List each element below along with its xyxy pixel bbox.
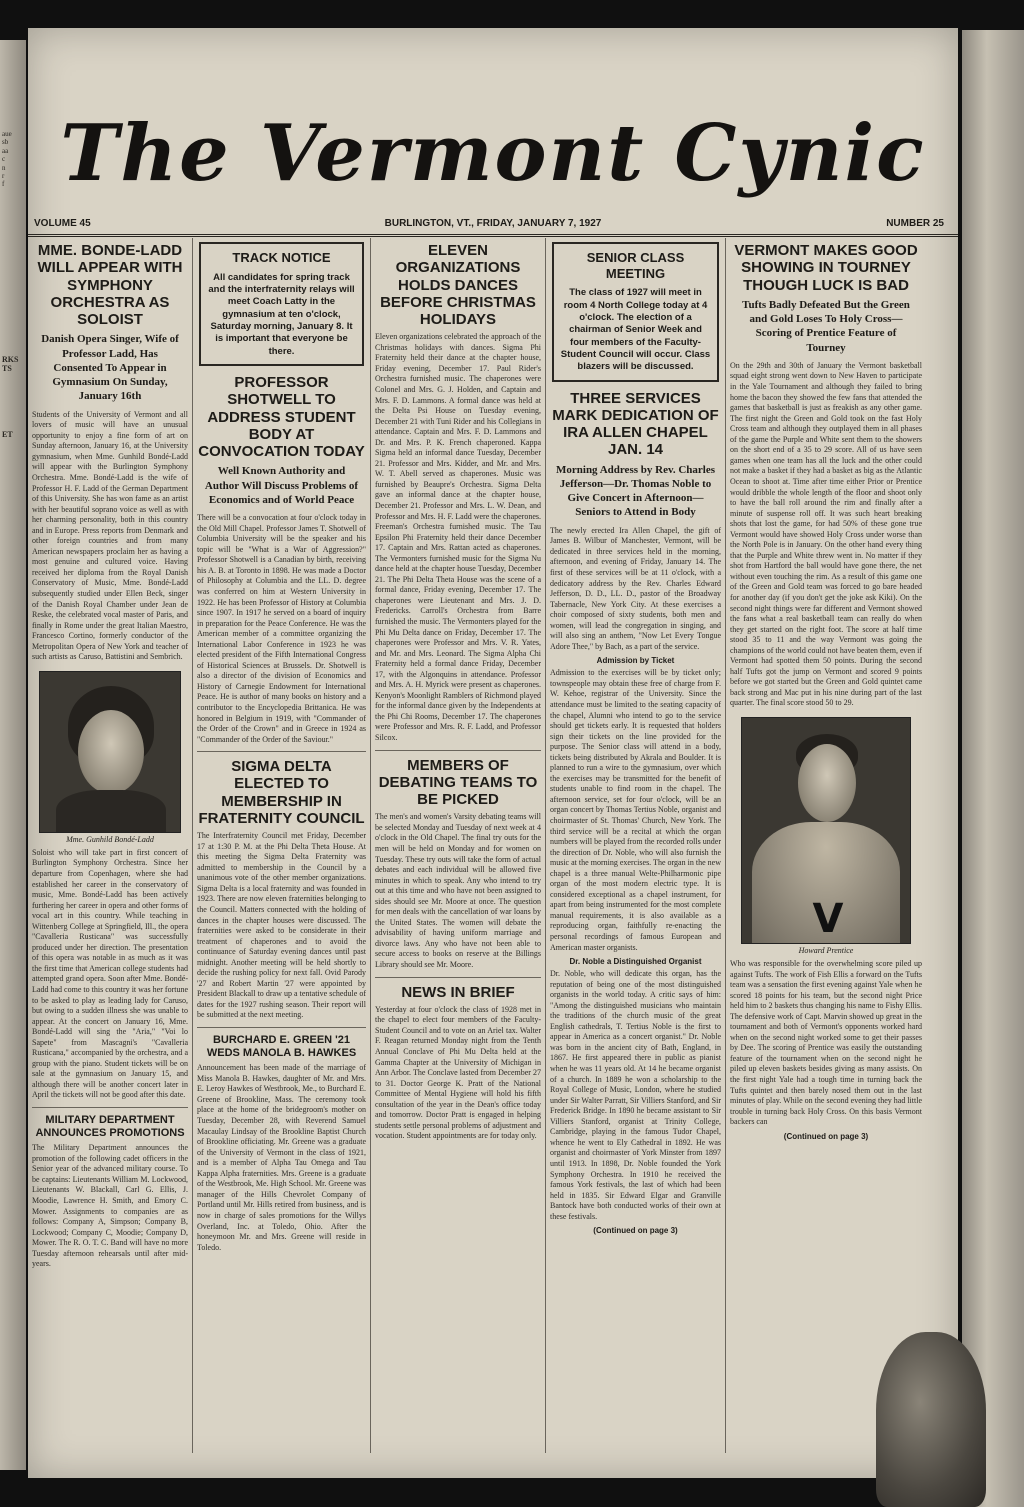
photo-caption: Howard Prentice (798, 945, 854, 955)
box-title: TRACK NOTICE (232, 250, 331, 265)
dateline-bar (28, 216, 958, 237)
deck-basketball: Tufts Badly Defeated But the Green and Gold Loses To Holy Cross—Scoring of Prentice Feature of Tourney (742, 298, 910, 354)
senior-class-box (552, 242, 719, 382)
issue-number: NUMBER 25 (886, 218, 944, 229)
article-body: Dr. Noble, who will dedicate this organ, has the reputation of being one of the most distinguished organists in the world today. A critic says of him: "Among the distinguished musicians who maintain the traditions of the church music of the great English cathedrals, T. Tertius Noble is the first to appear in America as a concert organist." Dr. Noble was born in the ancient city of Bath, England, in 1867. He first appeared there in public as pianist when he was 11 years old. At 14 he became organist of a church. In 1889 he won a scholarship to the Royal College of Music, London, where he studied under Sir Walter Parratt, Sir Villiers Stanford, and Sir Frederick Bridge. In 1890 he became assistant to Sir Villiers Stanford, organist at Trinity College, Cambridge, playing in the famous Tudor Chapel, whence he went to Ely Cathedral in 1892. He was organist and choirmaster of York Minster from 1897 until 1913. In 1898, Dr. Noble founded the York Symphony Orchestra. In 1910 he received the famous York festivals, the last of which had been held in 1835. Sir Edward Elgar and Granville Bantock have both conducted works of their own at these festivals. (550, 969, 721, 1221)
headline-basketball: VERMONT MAKES GOOD SHOWING IN TOURNEY THOUGH LUCK IS BAD (734, 242, 918, 294)
headline-green-hawkes: BURCHARD E. GREEN '21 WEDS MANOLA B. HAWKES (206, 1034, 357, 1059)
headline-military: MILITARY DEPARTMENT ANNOUNCES PROMOTIONS (35, 1113, 185, 1139)
box-title: SENIOR CLASS MEETING (586, 250, 685, 281)
headline-dances: ELEVEN ORGANIZATIONS HOLDS DANCES BEFORE CHRISTMAS HOLIDAYS (380, 242, 536, 328)
left-margin-fragment-top: aue sb aa c n r f (2, 130, 12, 189)
article-body: Soloist who will take part in first concert of Burlington Symphony Orchestra. Since her departure from Copenhagen, where she had established her career in the conservatory of music, Mme. Bondé-Ladd has been actively furthering her career in opera and other forms of vocal art in this country. While teaching in Wittenberg College at Springfield, Ill., the opera "Cavalleria Rusticana" was successfully produced under her direction. The presentation of this opera was notable in as much as it was the first time that American college students had attempted grand opera. Soon after Mme. Bondé-Ladd had come to this country it was her fortune to be asked to play as leading lady for Caruso, but owing to a sudden illness she was unable to appear. At the concert on January 16, Mme. Bondé-Ladd will sing the "Aria," "Voi lo Sapete" from Mascagni's "Cavalleria Rusticana," accompanied by the orchestra, and a group with the piano. Student tickets will be on sale at the gymnasium on January 15, and although there will be another concert later in April the tickets will not be good after this date. (32, 847, 188, 1100)
deck-chapel: Morning Address by Rev. Charles Jefferson—Dr. Thomas Noble to Give Concert in Afternoon—Seniors to Attend in Body (556, 463, 716, 519)
column-2 (193, 238, 371, 1453)
article-body: On the 29th and 30th of January the Vermont basketball squad eight strong went down to New Haven to participate in the Yale Tournament and although they failed to bring home the bacon they showed the few fans that attended the games that basketball is just as freakish as any other game. The first night the Green and Gold took on the fast Holy Cross team and although they outplayed them in all phases of the game the Purple and White sent them to the showers on the short end of a 35 to 29 score. All of us have seen games when one team has all the luck and the other could not make a basket if they had a basket as big as the Atlantic Ocean to shoot at. Time after time either Prior or Prentice would dribble the whole length of the floor and shoot only to have the ball roll around the rim and finally after a minute of suspense roll off. It was such heart breaking shots that lost the game, for had 50% of these gone true Vermont would have showed Holy Cross under worse than the North Pole is in January. On the other hand every thing that the Purple and White threw went in. No matter if they shot from Hartford the ball would have gone there, the net without even touching the rim. As a result of this game one of the Green and Gold team was forced to go bare headed for another day (if you don't get the joke ask Kiki). On the second night things were far different and Vermont showed the fans what a real basketball team can really do when they get started on the right foot. The score at half time stood 35 to 11 and the way Vermont was going the champions of the world could not have beaten them, even if Vermont had spotted them 50 points. During the second half Tufts got the jump on Vermont and scored 9 points before we got started but the Green and Gold quintet came back strong and Mac put in his nine during part of the last quarter. The final score stood 50 to 29. (730, 360, 922, 708)
subhead-noble: Dr. Noble a Distinguished Organist (569, 957, 702, 967)
article-body: Admission to the exercises will be by ticket only; townspeople may obtain these free of charge from F. W. Kehoe, registrar of the University. Since the attendance must be limited to the seating capacity of the chapel, Alumni who intend to go to the service should get tickets early. It is requested that holders sign their tickets on the line provided for the purpose. The Senior class will attend in a body, tickets being distributed by Akrala and Boulder. It is planned to run a wire to the gymnasium, over which the exercises may be transmitted for the benefit of students unable to find room in the chapel. The afternoon service, set for four o'clock, will be an organ concert by Thomas Tertius Noble, organist and choirmaster of St. Thomas' Church, New York. The third service will be a recital at which the organ numbers will be played from the recorded rolls under the direction of Dr. Noble, who will also furnish the music at the morning exercises. The organ in the new chapel is a three manual Welte-Philharmonic pipe organ of the most modern electric type. It is considered exceptional as a chapel instrument, for apart from being instrumented for the most complete manual requirements, it is also available as a reproducing organ, faithfully re-enacting the personal recordings of famous European and American master organists. (550, 668, 721, 952)
article-body: The Military Department announces the promotion of the following cadet officers in the Senior year of the advanced military course. To be captains: Lieutenants William M. Lockwood, Lieutenants W. Blackall, Carl G. Ellis, J. Moodie, Lawrence H. Smith, and Emory C. Mower. Assignments to companies are as follows: Company A, Simpson; Company B, Lockwood; Company C, Moodie; Company D, Mower. The R. O. T. C. Band will have no more Tuesday afternoon rehearsals until after mid-years. (32, 1143, 188, 1269)
volume-label: VOLUME 45 (34, 218, 91, 229)
subhead-admission: Admission by Ticket (596, 656, 675, 666)
article-body: Yesterday at four o'clock the class of 1928 met in the chapel to elect four members of the Faculty-Student Council and to vote on an Ariel tax. Walter F. Reagan returned Monday night from the Tenth Annual Conclave of Phi Mu Delta held at the Gamma Chapter at the University of Michigan in Ann Arbor. The Conclave lasted from December 27 to 31. Doctor George K. Pratt of the National Committee of Mental Hygiene will hold his fifth consultation of the year in the Dean's office today and tomorrow. Doctor Pratt is engaged in helping students settle personal problems of adjustment and vocation. Student appointments are for today only. (375, 1004, 541, 1141)
article-body: Students of the University of Vermont and all lovers of music will have an unusual opportunity to enjoy a fine form of art on Sunday afternoon, January 16, at the University gymnasium, when Mme. Gunhild Bondé-Ladd will appear with the Burlington Symphony Orchestra. Mme. Bondé-Ladd is the wife of Professor H. F. Ladd of the German Department of this University. She has won fame as an artist with her beautiful soprano voice as well as with her charming personality, both in this country and in Europe. Press reports from Denmark and other foreign countries and from many American newspapers proclaim her as having a most genuine and cultured voice. Having received her diploma from the Royal Danish Conservatory of Music, Mme. Bondé-Ladd subsequently studied under Ellen Beck, singer of the Danish Royal Chamber under Jean de Reske, the celebrated vocal master of Paris, and finally in Rome under the great Italian Maestro, Francesco Cortino, formerly conductor of the Metropolitan Opera of New York and teacher of such artists as Caruso, Battistini and Sembrich. (32, 409, 188, 662)
article-body: The newly erected Ira Allen Chapel, the gift of James B. Wilbur of Manchester, Vermont, will be dedicated in three services held in the morning, afternoon, and evening of Friday, January 14. The first of these services will be at 11 o'clock, with a dedicatory address by the Rev. Charles Edward Jefferson, D. D., LL. D., pastor of the Broadway Tabernacle, New York City. At these exercises a choir composed of sixty students, both men and women, will lead the congregation in singing, and will also sing an anthem, "Now Let Every Tongue Adore Thee," by Bach, as a part of the service. (550, 525, 721, 651)
headline-shotwell: PROFESSOR SHOTWELL TO ADDRESS STUDENT BODY AT CONVOCATION TODAY (198, 374, 365, 460)
left-margin-fragment-mid: RKS TS (2, 355, 19, 373)
continued-note: (Continued on page 3) (593, 1226, 678, 1236)
track-notice-box (199, 242, 364, 366)
column-4 (546, 238, 726, 1453)
adjacent-page-right (962, 30, 1024, 1507)
box-text: The class of 1927 will meet in room 4 North College today at 4 o'clock. The election of a chairman of Senior Week and four members of the Faculty-Student Council will occur. Class blazers will be discussed. (560, 287, 711, 373)
article-body: The men's and women's Varsity debating teams will be selected Monday and Tuesday of next week at 4 o'clock in the Old Chapel. The final try outs for the men will be held on Monday and for women on Tuesday. These try outs will take the form of actual debates and each individual will be allowed five minutes in which to speak. Any who intend to try out at this time and who have not been assigned to sides should see Mr. Moore at once. The question for men deals with the cancellation of war loans by the United States. The women will debate the advisability of having uniform marriage and divorce laws. Any who have not been able to secure access to books on reserve at the Billings Library should see Mr. Moore. (375, 812, 541, 969)
headline-sigma-delta: SIGMA DELTA ELECTED TO MEMBERSHIP IN FRATERNITY COUNCIL (198, 758, 365, 827)
photo-caption: Mme. Gunhild Bondé-Ladd (66, 834, 154, 844)
headline-chapel: THREE SERVICES MARK DEDICATION OF IRA ALLEN CHAPEL JAN. 14 (552, 389, 719, 459)
article-body: Who was responsible for the overwhelming score piled up against Tufts. The work of Fish Ellis a forward on the Tufts team was a sensation the first evening against Yale when he scored 18 points for his team, but the second night Price held him to 2 baskets thus changing his name to Fishy Ellis. The defensive work of Capt. Marvin showed up great in the tournament and both of Vermont's opponents worked hard when on the second night worked some to get their passes by Dee. The scoring of Prentice was easily the outstanding feature of the tournament when on the second night he piled up eleven baskets besides giving as many assists. On the first night Yale had a tough time in turning back the Tufts quintet and then barely nosed them out in the last minutes of play. While on the second evening they had little trouble in turning back Holy Cross. On this basis Vermont backers can (730, 958, 922, 1127)
date-label: BURLINGTON, VT., FRIDAY, JANUARY 7, 1927 (384, 218, 602, 229)
headline-debating: MEMBERS OF DEBATING TEAMS TO BE PICKED (378, 756, 538, 809)
portrait-photo-prentice: V (741, 717, 911, 944)
column-3 (371, 238, 546, 1453)
portrait-photo-bonde-ladd (39, 671, 181, 833)
deck-shotwell: Well Known Authority and Author Will Discuss Problems of Economics and of World Peace (204, 465, 359, 506)
thumb-in-frame (876, 1332, 986, 1507)
deck-bonde-ladd: Danish Opera Singer, Wife of Professor Ladd, Has Consented To Appear in Gymnasium On Sunday, January 16th (41, 333, 179, 403)
headline-news-in-brief: NEWS IN BRIEF (401, 983, 515, 1001)
article-body: Eleven organizations celebrated the approach of the Christmas holidays with dances. Sigma Phi Fraternity held their dance at the chapter house, Friday evening, December 17. Paul Rider's Orchestra furnished music. The chaperones were Colonel and Mrs. G. J. Holden, and Captain and Mrs. F. D. Lammons. A formal dance was held at the Delta Psi House on Tuesday evening, December 21 with Tuni Rider and his Collegians in attendance. Captain and Mrs. F. D. Lammons and Dr. and Mrs. P. K. French chaperoned. Kappa Sigma held an informal dance Tuesday, December 21. Professor and Mrs. Kidder, and Mr. and Mrs. W. T. Abell served as chaperones. Music was furnished by Beaupre's Orchestra. Sigma Delta gave an informal dance at the chapter house, December 21. Professor and Mrs. L. W. Dean, and Professor and Mrs. H. F. Ladd were the chaperones. Freeman's Orchestra furnished music. The Tau Epsilon Phi Fraternity held their dance December 17. Captain and Mrs. Rattan acted as chaperones. The Vermonters furnished music for the Sigma Nu dance held at the chapter house Tuesday, December 21. The Phi Delta Theta House was the scene of a formal dance, Friday evening, December 17. The chaperones were Lieutenant and Mrs. J. D. Fredericks. Carroll's Orchestra from Barre furnished the music. The Vermonters played for the Phi Mu Delta dance on Friday, December 17. The chaperones were Professor and Mrs. V. R. Yates, and Mr. and Mrs. Leonard. The Sigma Alpha Chi Fraternity held a formal dance Friday, December 17, with the Algonquins in attendance. Professor and Mrs. A. H. Myrick were present as chaperones. Kenyon's Moonlight Ramblers of Richmond played for the informal dance given by the Independents at the Phi Chi Rooms, December 17. The chaperones were Professor and Mrs. R. F. Ladd, and Professor Silcox. (375, 332, 541, 743)
headline-bonde-ladd: MME. BONDE-LADD WILL APPEAR WITH SYMPHONY ORCHESTRA AS SOLOIST (37, 242, 183, 328)
article-body: Announcement has been made of the marriage of Miss Manola B. Hawkes, daughter of Mr. and Mrs. E. Leroy Hawkes of Westbrook, Me., to Burchard E. Greene of Brookline, Mass. The ceremony took place at the home of the bridegroom's mother on Tuesday, December 28, with Reverend Samuel Macaulay Lindsay of the Brookline Baptist Church of Brookline officiating. Mr. Greene was a graduate of the University of Vermont in the class of 1921, and is a member of Alpha Tau Omega and Tau Kappa Alpha fraternities. Mrs. Greene is a graduate of the Westbrook, Me. High School. Mr. Greene was manager of the Hills Chevrolet Company of Portland until Mr. Hills retired from business, and is now in charge of sales promotions for the Willys Overland, Inc. at Toledo, Ohio. After the honeymoon Mr. and Mrs. Greene will reside in Toledo. (197, 1063, 366, 1252)
left-margin-fragment-low: ET (2, 430, 13, 439)
article-body: The Interfraternity Council met Friday, December 17 at 1:30 P. M. at the Phi Delta Theta House. At this meeting the Sigma Delta Fraternity was admitted to membership in the Council by a unanimous vote of the other member organizations. Sigma Delta is a local fraternity and was founded in 1923. There are now eleven fraternities belonging to the Council. Matters connected with the holding of dances in the chapter houses were discussed. The fraternities were asked to be considerate in their treatment of chaperones and to avoid the continuance of Saturday evening dances until past midnight. Another meeting will be held shortly to decide the rushing policy for next fall. Ovid Parody '27 and Robert Martin '27 were appointed by President Blackall to draw up a tentative schedule of dates for the 1927 rushing season. Their report will be submitted at the next meeting. (197, 831, 366, 1020)
box-text: All candidates for spring track and the interfraternity relays will meet Coach Latty in the gymnasium at ten o'clock, Saturday morning, January 8. It is important that everyone be there. (208, 271, 355, 357)
masthead-title: The Vermont Cynic (60, 108, 926, 199)
article-body: There will be a convocation at four o'clock today in the Old Mill Chapel. Professor James T. Shotwell of Columbia University will be the speaker and his topic will be "What is a War of Aggression?" Professor Shotwell is a Canadian by birth, receiving his A. B. at Toronto in 1898. He was made a Doctor of Philosophy at Columbia and the LL. D. degree was conferred on him at Western University in 1922. He has been Professor of History at Columbia since 1907. In 1917 he served on a board of inquiry in preparation for the Peace Conference. He was the American member of a committee organizing the International Labor Conference in 1923 he was elected president of the Fifth International Congress of Historical Sciences at Brussels. Dr. Shotwell is also a director of the division of Economics and History of Carnegie Endowment for International Peace. He is author of many books on history and a contributor to the Encyclopedia Brittanica. He was honored in Belgium in 1919, with "Commander of the Order of the Crown" and in Greece in 1924 as "Commander of the Order of the Saviour." (197, 513, 366, 744)
adjacent-page-left (0, 40, 26, 1470)
column-1 (28, 238, 193, 1453)
newspaper-page (28, 28, 958, 1478)
continued-note: (Continued on page 3) (783, 1131, 869, 1141)
column-5 (726, 238, 926, 1453)
